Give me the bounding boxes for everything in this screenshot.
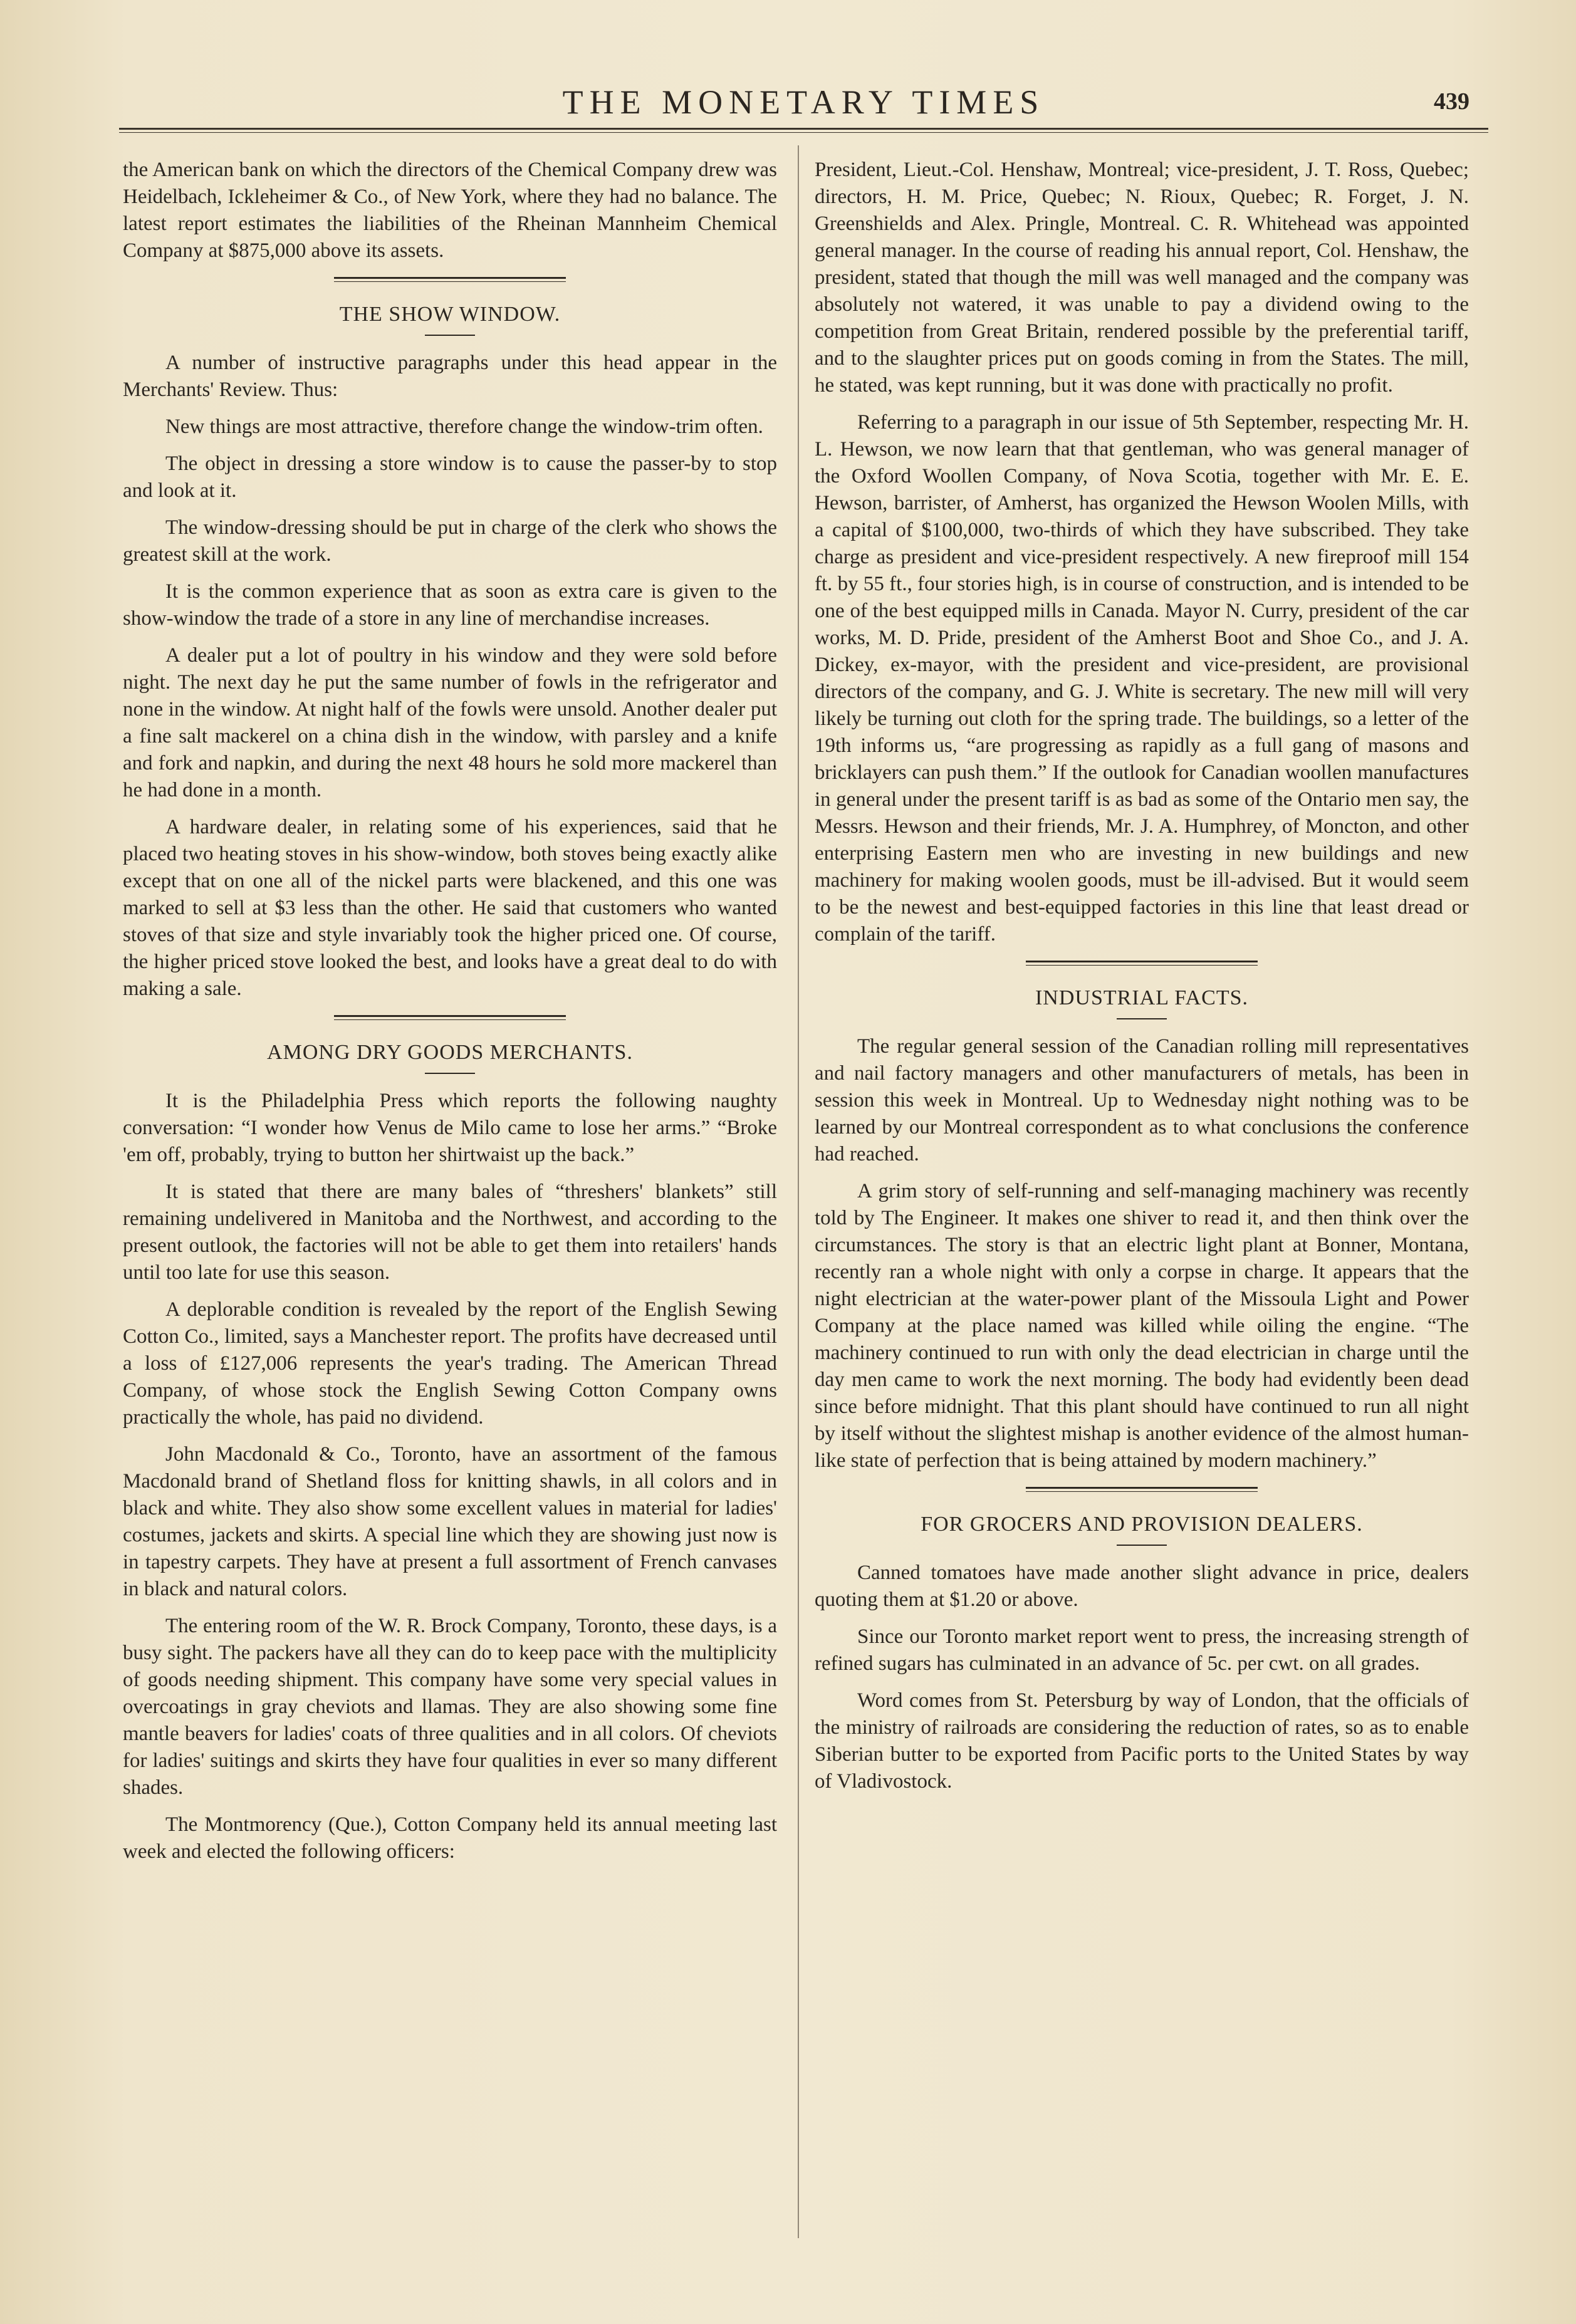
- paragraph: President, Lieut.-Col. Henshaw, Montreal; vice-president, J. T. Ross, Quebec; directors, H. M. Price, Quebec; N. Rioux, Quebec; R. Forget, J. N. Greenshields and Alex. Pringle, Montreal. C. R. Whitehead was appointed general manager. In the course of reading his annual report, Col. Henshaw, the president, stated that though the mill was well managed and the company was absolutely not watered, it was unable to pay a dividend owing to the competition from Great Britain, rendered possible by the preferential tariff, and to the slaughter prices put on goods coming in from the States. The mill, he stated, was kept running, but it was done with practically no profit.: [815, 159, 1469, 397]
- right-column: [815, 157, 1469, 1805]
- paragraph: A number of instructive paragraphs under this head appear in the Merchants' Review. Thus:: [123, 352, 777, 401]
- section-heading: FOR GROCERS AND PROVISION DEALERS.: [921, 1513, 1363, 1536]
- paragraph: Referring to a paragraph in our issue of 5th September, respecting Mr. H. L. Hewson, we now learn that that gentleman, who was general manager of the Oxford Woollen Company, of Nova Scotia, together with Mr. E. E. Hewson, barrister, of Amherst, has organized the Hewson Woolen Mills, with a capital of $100,000, two-thirds of which they have subscribed. They take charge as president and vice-president respectively. A new fireproof mill 154 ft. by 55 ft., four stories high, is in course of construction, and is intended to be one of the best equipped mills in Canada. Mayor N. Curry, president of the car works, M. D. Pride, president of the Amherst Boot and Shoe Co., and J. A. Dickey, ex-mayor, with the president and vice-president, are provisional directors of the company, and G. J. White is secretary. The new mill will very likely be turning out cloth for the spring trade. The buildings, so a letter of the 19th informs us, “are progressing as rapidly as a full gang of masons and bricklayers can push them.” If the outlook for Canadian woollen manufactures in general under the present tariff is as bad as some of the Ontario men say, the Messrs. Hewson and their friends, Mr. J. A. Humphrey, of Moncton, and other enterprising Eastern men who are investing in new buildings and new machinery for making woolen goods, must be ill-advised. But it would seem to be the newest and best-equipped factories in this line that least dread or complain of the tariff.: [815, 411, 1469, 946]
- masthead-title: THE MONETARY TIMES: [562, 83, 1045, 121]
- paragraph: The object in dressing a store window is to cause the passer-by to stop and look at it.: [123, 452, 777, 502]
- article-continuation: the American bank on which the directors of the Chemical Company drew was Heidelbach, Ickleheimer & Co., of New York, where they had no balance. The latest report estimates the liabilities of the Rheinan Mannheim Chemical Company at $875,000 above its assets.: [123, 159, 777, 262]
- paragraph: John Macdonald & Co., Toronto, have an assortment of the famous Macdonald brand of Shetland floss for knitting shawls, in all colors and in black and white. They also show some excellent values in material for ladies' costumes, jackets and skirts. A special line which they are showing just now is in tapestry carpets. They have at present a full assortment of French canvases in black and natural colors.: [123, 1443, 777, 1600]
- paragraph: The Montmorency (Que.), Cotton Company held its annual meeting last week and elected the following officers:: [123, 1813, 777, 1863]
- paragraph: A grim story of self-running and self-managing machinery was recently told by The Engineer. It makes one shiver to read it, and then think over the circumstances. The story is that an electric light plant at Bonner, Montana, recently ran a whole night with only a corpse in charge. It appears that the night electrician at the water-power plant of the Missoula Light and Power Company at the place named was killed while oiling the engine. “The machinery continued to run with only the dead electrician in charge until the day men came to work the next morning. The body had evidently been dead since before midnight. That this plant should have continued to run all night by itself without the slightest mishap is another evidence of the almost human-like state of perfection that is being attained by modern machinery.”: [815, 1180, 1469, 1472]
- paragraph: It is stated that there are many bales of “threshers' blankets” still remaining undelivered in Manitoba and the Northwest, and according to the present outlook, the factories will not be able to get them into retailers' hands until too late for use this season.: [123, 1180, 777, 1284]
- page-number: 439: [1434, 88, 1469, 115]
- paragraph: Since our Toronto market report went to press, the increasing strength of refined sugars has culminated in an advance of 5c. per cwt. on all grades.: [815, 1625, 1469, 1675]
- header-rule: [119, 128, 1488, 133]
- section-heading: INDUSTRIAL FACTS.: [1035, 986, 1249, 1009]
- section-heading: AMONG DRY GOODS MERCHANTS.: [267, 1041, 633, 1064]
- paragraph: The entering room of the W. R. Brock Company, Toronto, these days, is a busy sight. The packers have all they can do to keep pace with the multiplicity of goods needing shipment. This company have some very special values in overcoatings in gray cheviots and llamas. They are also showing some fine mantle beavers for ladies' coats of three qualities and in all colors. Of cheviots for ladies' suitings and skirts they have four qualities in ever so many different shades.: [123, 1615, 777, 1799]
- section-heading: THE SHOW WINDOW.: [339, 303, 561, 326]
- heading-rule: [1117, 1545, 1167, 1546]
- section-grocers: [815, 1511, 1469, 1795]
- section-rule: [334, 277, 566, 282]
- heading-rule: [425, 335, 475, 336]
- left-column: [123, 157, 777, 1875]
- page-header: [119, 74, 1488, 124]
- paragraph: It is the common experience that as soon as extra care is given to the show-window the trade of a store in any line of merchandise increases.: [123, 580, 777, 630]
- paragraph: A dealer put a lot of poultry in his window and they were sold before night. The next day he put the same number of fowls in the refrigerator and none in the window. At night half of the fowls were unsold. Another dealer put a fine salt mackerel on a china dish in the window, with parsley and a knife and fork and napkin, and during the next 48 hours he sold more mackerel than he had done in a month.: [123, 644, 777, 801]
- column-divider: [798, 145, 799, 2238]
- heading-rule: [425, 1073, 475, 1074]
- paragraph: A deplorable condition is revealed by the report of the English Sewing Cotton Co., limited, says a Manchester report. The profits have decreased until a loss of £127,006 represents the year's trading. The American Thread Company, of whose stock the English Sewing Cotton Company owns practically the whole, has paid no dividend.: [123, 1298, 777, 1429]
- paragraph: It is the Philadelphia Press which reports the following naughty conversation: “I wonder how Venus de Milo came to lose her arms.” “Broke 'em off, probably, trying to button her shirtwaist up the back.”: [123, 1090, 777, 1166]
- paragraph: The regular general session of the Canadian rolling mill representatives and nail factory managers and other manufacturers of metals, has been in session this week in Montreal. Up to Wednesday night nothing was to be learned by our Montreal correspondent as to what conclusions the conference had reached.: [815, 1035, 1469, 1165]
- section-rule: [334, 1015, 566, 1020]
- section-rule: [1026, 1487, 1258, 1492]
- paragraph: The window-dressing should be put in charge of the clerk who shows the greatest skill at the work.: [123, 516, 777, 566]
- paragraph: Canned tomatoes have made another slight advance in price, dealers quoting them at $1.20 or above.: [815, 1561, 1469, 1611]
- paragraph: A hardware dealer, in relating some of his experiences, said that he placed two heating stoves in his show-window, both stoves being exactly alike except that on one all of the nickel parts were blackened, and this one was marked to sell at $3 less than the other. He said that customers who wanted stoves of that size and style invariably took the higher priced one. Of course, the higher priced stove looked the best, and looks have a great deal to do with making a sale.: [123, 816, 777, 1000]
- section-rule: [1026, 961, 1258, 966]
- section-show-window: [123, 301, 777, 1003]
- section-industrial-facts: [815, 984, 1469, 1474]
- paragraph: Word comes from St. Petersburg by way of London, that the officials of the ministry of railroads are considering the reduction of rates, so as to enable Siberian butter to be exported from Pacific ports to the United States by way of Vladivostock.: [815, 1689, 1469, 1793]
- heading-rule: [1117, 1018, 1167, 1019]
- paragraph: New things are most attractive, therefore change the window-trim often.: [165, 415, 763, 438]
- section-dry-goods: [123, 1039, 777, 1865]
